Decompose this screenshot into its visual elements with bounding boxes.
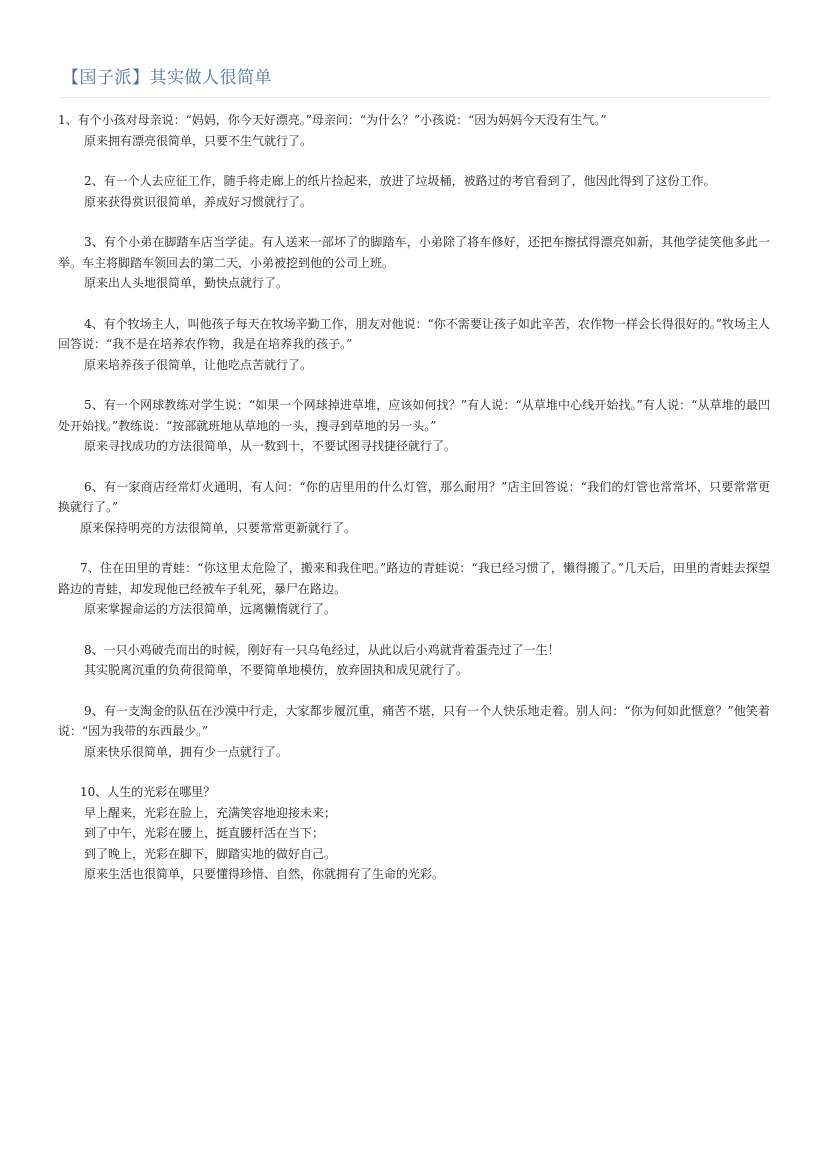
story-1-moral: 原来拥有漂亮很简单，只要不生气就行了。	[84, 133, 313, 148]
story-8-moral: 其实脱离沉重的负荷很简单，不要简单地模仿，放弃固执和成见就行了。	[84, 663, 469, 677]
story-4-moral: 原来培养孩子很简单，让他吃点苦就行了。	[84, 357, 313, 372]
page-title: 【国子派】其实做人很简单	[62, 68, 272, 88]
story-1-text: 1、有个小孩对母亲说：“妈妈，你今天好漂亮。”母亲问：“为什么？”小孩说：“因为妈妈今天没有生气。”	[58, 113, 607, 127]
story-8-text: 8、一只小鸡破壳而出的时候，刚好有一只乌龟经过，从此以后小鸡就背着蛋壳过了一生！	[84, 642, 560, 657]
story-2-text: 2、有一个人去应征工作，随手将走廊上的纸片捡起来，放进了垃圾桶，被路过的考官看到了，他因此得到了这份工作。	[84, 174, 716, 188]
closing-moral: 原来生活也很简单，只要懂得珍惜、自然，你就拥有了生命的光彩。	[84, 867, 445, 881]
story-6-text: 6、有一家商店经常灯火通明，有人问：“你的店里用的什么灯管，那么耐用？”店主回答说：“我们的灯管也常常坏，只要常常更换就行了。”	[58, 479, 770, 514]
story-5-moral: 原来寻找成功的方法很简单，从一数到十，不要试图寻找捷径就行了。	[84, 439, 457, 453]
poem-line: 到了晚上，光彩在脚下，脚踏实地的做好自己。	[84, 846, 337, 861]
story-9-moral: 原来快乐很简单，拥有少一点就行了。	[84, 744, 289, 759]
story-3-text: 3、有个小弟在脚踏车店当学徒。有人送来一部坏了的脚踏车，小弟除了将车修好，还把车擦拭得漂亮如新，其他学徒笑他多此一举。车主将脚踏车领回去的第二天，小弟被挖到他的公司上班。	[58, 235, 770, 270]
poem-line: 到了中午，光彩在腰上，挺直腰杆活在当下；	[84, 826, 325, 840]
story-7-moral: 原来掌握命运的方法很简单，远离懒惰就行了。	[84, 602, 337, 616]
story-10-heading: 10、人生的光彩在哪里？	[80, 785, 216, 799]
story-3-moral: 原来出人头地很简单，勤快点就行了。	[84, 276, 289, 290]
story-5-text: 5、有一个网球教练对学生说：“如果一个网球掉进草堆，应该如何找？”有人说：“从草堆中心线开始找。”有人说：“从草堆的最凹处开始找。”教练说：“按部就班地从草地的一头，搜寻到草地的另一头。”	[58, 398, 770, 433]
article-body	[58, 110, 770, 885]
title-divider	[60, 97, 770, 98]
story-7-text: 7、住在田里的青蛙：“你这里太危险了，搬来和我住吧。”路边的青蛙说：“我已经习惯了，懒得搬了。”几天后，田里的青蛙去探望路边的青蛙，却发现他已经被车子轧死，暴尸在路边。	[58, 561, 770, 596]
story-9-text: 9、有一支淘金的队伍在沙漠中行走，大家都步履沉重，痛苦不堪，只有一个人快乐地走着。别人问：“你为何如此惬意？”他笑着说：“因为我带的东西最少。”	[58, 703, 770, 738]
poem-line: 早上醒来，光彩在脸上，充满笑容地迎接未来；	[84, 805, 337, 820]
story-2-moral: 原来获得赏识很简单，养成好习惯就行了。	[84, 194, 313, 209]
story-6-moral: 原来保持明亮的方法很简单，只要常常更新就行了。	[80, 520, 357, 535]
story-4-text: 4、有个牧场主人，叫他孩子每天在牧场辛勤工作，朋友对他说：“你不需要让孩子如此辛苦，农作物一样会长得很好的。”牧场主人回答说：“我不是在培养农作物，我是在培养我的孩子。”	[58, 316, 770, 351]
